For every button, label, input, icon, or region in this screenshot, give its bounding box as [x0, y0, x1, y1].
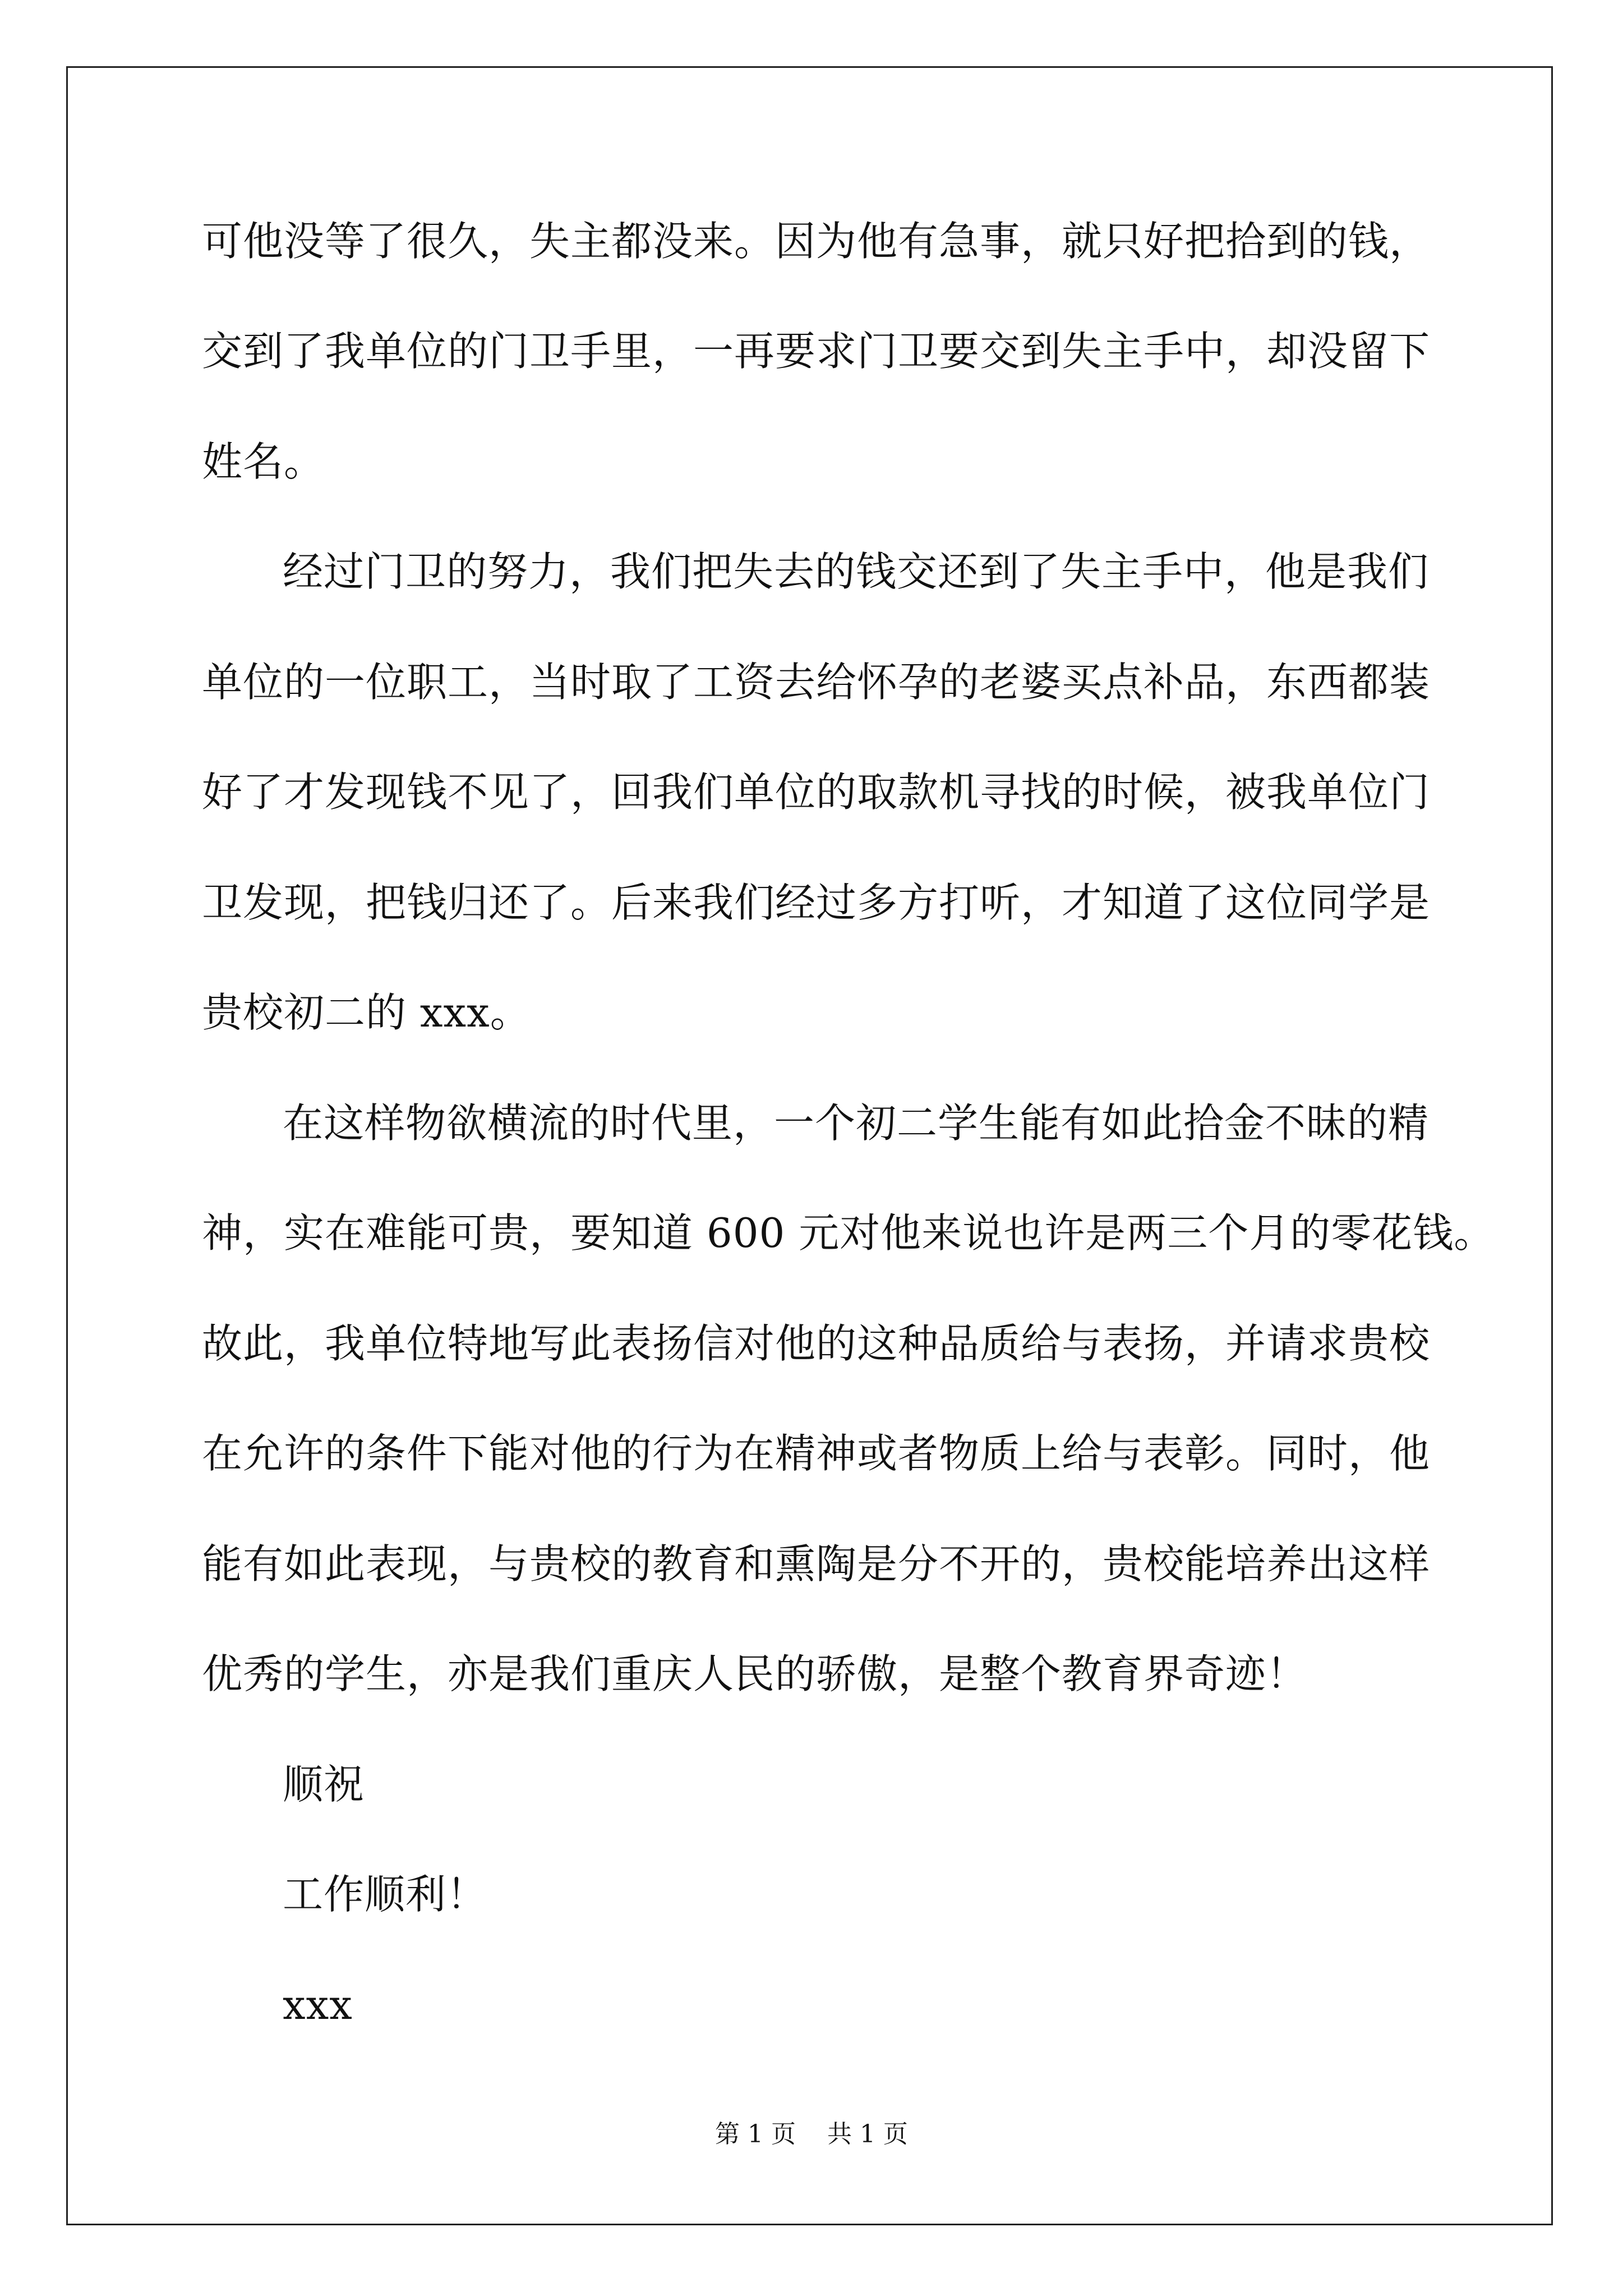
text-line: 能有如此表现，与贵校的教育和熏陶是分不开的，贵校能培养出这样 — [202, 1540, 1431, 1588]
text-line: 交到了我单位的门卫手里，一再要求门卫要交到失主手中，却没留下 — [202, 328, 1431, 375]
text-line: 卫发现，把钱归还了。后来我们经过多方打听，才知道了这位同学是 — [202, 879, 1431, 926]
closing-salutation: 顺祝 — [283, 1761, 365, 1808]
text-line: 神，实在难能可贵，要知道 600 元对他来说也许是两三个月的零花钱。 — [202, 1209, 1495, 1257]
text-line: 姓名。 — [202, 438, 325, 485]
text-line: 好了才发现钱不见了，回我们单位的取款机寻找的时候，被我单位门 — [202, 769, 1431, 816]
page-footer: 第 1 页 共 1 页 — [715, 2120, 908, 2148]
text-line: 可他没等了很久，失主都没来。因为他有急事，就只好把拾到的钱， — [202, 218, 1431, 265]
signature: xxx — [283, 1981, 353, 2028]
text-line: 在允许的条件下能对他的行为在精神或者物质上给与表彰。同时，他 — [202, 1430, 1431, 1477]
paragraph-start-line: 经过门卫的努力，我们把失去的钱交还到了失主手中，他是我们 — [283, 548, 1430, 595]
text-line: 优秀的学生，亦是我们重庆人民的骄傲，是整个教育界奇迹！ — [202, 1650, 1308, 1697]
paragraph-start-line: 在这样物欲横流的时代里，一个初二学生能有如此拾金不昧的精 — [283, 1099, 1430, 1147]
text-line: 贵校初二的 xxx。 — [202, 989, 531, 1036]
text-line: 单位的一位职工，当时取了工资去给怀孕的老婆买点补品，东西都装 — [202, 659, 1431, 706]
text-line: 故此，我单位特地写此表扬信对他的这种品质给与表扬，并请求贵校 — [202, 1320, 1431, 1367]
closing-wish: 工作顺利！ — [283, 1871, 488, 1918]
